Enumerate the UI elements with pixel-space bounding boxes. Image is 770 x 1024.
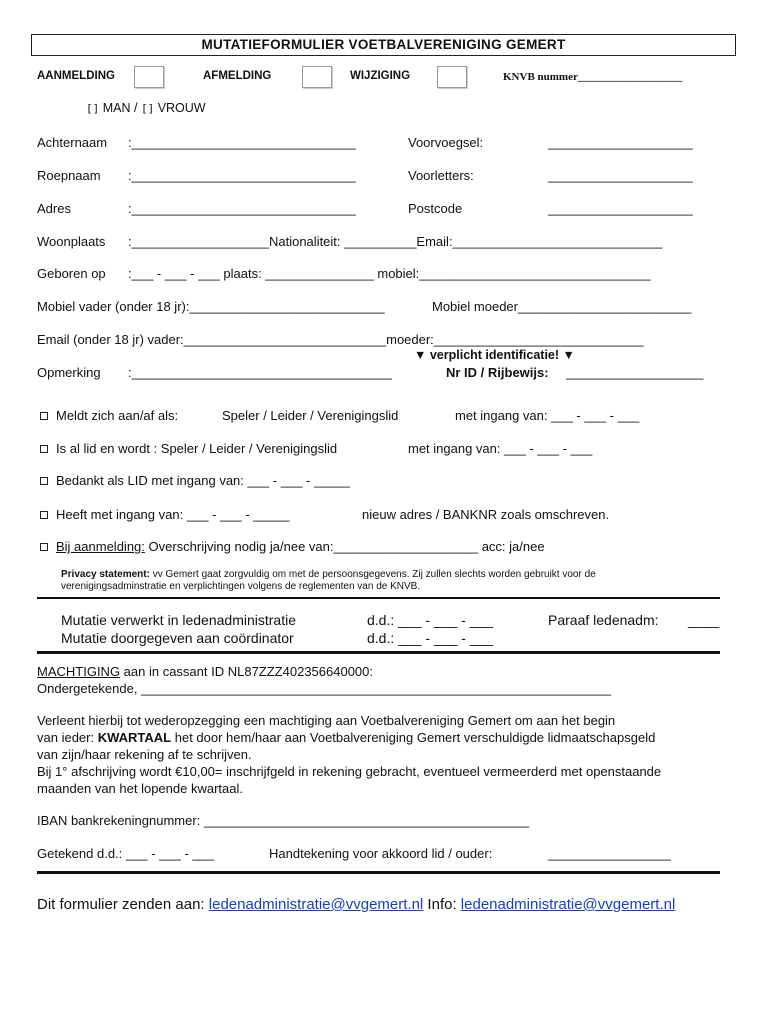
kwartaal-text: KWARTAAL <box>97 730 172 745</box>
machtiging-heading <box>37 664 373 679</box>
footer-send-to <box>37 896 675 913</box>
checkbox-square-icon[interactable] <box>40 412 48 420</box>
achternaam-label: Achternaam <box>37 135 108 150</box>
voorvoegsel-field[interactable]: ____________________ <box>548 135 693 150</box>
voorletters-field[interactable]: ____________________ <box>548 168 693 183</box>
mutatie-doorgegeven: Mutatie doorgegeven aan coördinator <box>61 630 294 646</box>
privacy-statement <box>61 569 596 580</box>
postcode-label: Postcode <box>408 201 463 216</box>
achternaam-field[interactable]: :_______________________________ <box>128 135 356 150</box>
adres-label: Adres <box>37 201 71 216</box>
ingang-field[interactable]: met ingang van: ___ - ___ - ___ <box>455 408 640 423</box>
label-man: MAN / <box>102 101 138 115</box>
doorgegeven-date-field[interactable]: d.d.: ___ - ___ - ___ <box>367 630 494 646</box>
privacy-text: vv Gemert gaat zorgvuldig om met de persoonsgegevens. Zij zullen slechts worden gebruikt voor de <box>149 569 596 580</box>
privacy-label: Privacy statement: <box>61 569 150 580</box>
check-row-aanmelden <box>40 408 178 423</box>
geboren-label: Geboren op <box>37 266 106 281</box>
ondergetekende-field[interactable]: Ondergetekende, _________________________________________________________________ <box>37 681 612 696</box>
email-ouders-field[interactable]: Email (onder 18 jr) vader:____________________________moeder:_____________________________ <box>37 332 644 347</box>
knvb-number-field[interactable]: KNVB nummer___________________ <box>503 71 683 83</box>
voorvoegsel-label: Voorvoegsel: <box>408 135 484 150</box>
man-checkbox[interactable]: [] <box>86 102 100 115</box>
form-title: MUTATIEFORMULIER VOETBALVERENIGING GEMERT <box>31 34 736 56</box>
divider <box>37 651 720 654</box>
machtiging-paragraph-5: maanden van het lopende kwartaal. <box>37 781 243 796</box>
divider <box>37 597 720 599</box>
roepnaam-label: Roepnaam <box>37 168 101 183</box>
check-row-nieuw-adres <box>40 507 289 522</box>
nieuw-adres-text: nieuw adres / BANKNR zoals omschreven. <box>362 507 610 522</box>
footer-info: Info: <box>423 896 461 913</box>
text: van ieder: <box>37 730 98 745</box>
verplicht-notice: ▼ verplicht identificatie! ▼ <box>414 348 575 362</box>
machtiging-label: MACHTIGING <box>37 664 121 679</box>
check-text: Overschrijving nodig ja/nee van:____________________ acc: ja/nee <box>144 539 545 554</box>
geboren-plaats-mobiel-field[interactable]: :___ - ___ - ___ plaats: _______________ mobiel:________________________________ <box>128 266 651 281</box>
checkbox-afmelding[interactable] <box>302 66 332 88</box>
label-aanmelding: AANMELDING <box>37 70 115 82</box>
ingang-field[interactable]: met ingang van: ___ - ___ - ___ <box>408 441 593 456</box>
check-text: Heeft met ingang van: ___ - ___ - _____ <box>56 507 290 522</box>
woonplaats-nationaliteit-email-field[interactable]: :___________________Nationaliteit: __________Email:_____________________________ <box>128 234 663 249</box>
footer-prefix: Dit formulier zenden aan: <box>37 896 209 913</box>
bij-aanmelding-label: Bij aanmelding: <box>56 539 145 554</box>
check-row-is-al-lid <box>40 441 337 456</box>
adres-field[interactable]: :_______________________________ <box>128 201 356 216</box>
postcode-field[interactable]: ____________________ <box>548 201 693 216</box>
opmerking-field[interactable]: :____________________________________ <box>128 365 392 380</box>
check-text: Bedankt als LID met ingang van: ___ - ___ - _____ <box>56 473 351 488</box>
label-afmelding: AFMELDING <box>203 70 272 82</box>
nr-id-label: Nr ID / Rijbewijs: <box>446 365 549 380</box>
paraaf-label: Paraaf ledenadm: <box>548 612 659 628</box>
checkbox-wijziging[interactable] <box>437 66 467 88</box>
label-wijziging: WIJZIGING <box>350 70 411 82</box>
check-row-bedankt <box>40 473 350 488</box>
verwerkt-date-field[interactable]: d.d.: ___ - ___ - ___ <box>367 612 494 628</box>
divider <box>37 871 720 874</box>
checkbox-square-icon[interactable] <box>40 445 48 453</box>
roepnaam-field[interactable]: :_______________________________ <box>128 168 356 183</box>
gender-row <box>86 101 206 115</box>
checkbox-square-icon[interactable] <box>40 477 48 485</box>
check-row-overschrijving <box>40 539 545 554</box>
mutatie-verwerkt: Mutatie verwerkt in ledenadministratie <box>61 612 296 628</box>
machtiging-paragraph-1: Verleent hierbij tot wederopzegging een machtiging aan Voetbalvereniging Gemert om aan het begin <box>37 713 616 728</box>
mobiel-moeder-field[interactable]: Mobiel moeder________________________ <box>432 299 692 314</box>
text: het door hem/haar aan Voetbalvereniging Gemert verschuldigde lidmaatschapsgeld <box>171 730 656 745</box>
email-link-ledenadministratie[interactable]: ledenadministratie@vvgemert.nl <box>208 896 424 913</box>
machtiging-text: aan in cassant ID NL87ZZZ402356640000: <box>120 664 374 679</box>
woonplaats-label: Woonplaats <box>37 234 106 249</box>
mobiel-vader-field[interactable]: Mobiel vader (onder 18 jr):___________________________ <box>37 299 385 314</box>
opmerking-label: Opmerking <box>37 365 101 380</box>
label-vrouw: VROUW <box>157 101 206 115</box>
check-text: Is al lid en wordt : Speler / Leider / Verenigingslid <box>56 441 338 456</box>
machtiging-paragraph-2 <box>37 730 655 745</box>
nr-id-field[interactable]: ___________________ <box>566 365 704 380</box>
iban-field[interactable]: IBAN bankrekeningnummer: _____________________________________________ <box>37 813 530 828</box>
checkbox-square-icon[interactable] <box>40 511 48 519</box>
checkbox-aanmelding[interactable] <box>134 66 164 88</box>
privacy-text-2: verenigingsadminstratie en verplichtingen volgens de reglementen van de KNVB. <box>61 581 421 592</box>
handtekening-label: Handtekening voor akkoord lid / ouder: <box>269 846 493 861</box>
paraaf-field[interactable]: ____ <box>688 612 720 628</box>
vrouw-checkbox[interactable]: [] <box>140 102 155 115</box>
handtekening-field[interactable]: _________________ <box>548 846 671 861</box>
machtiging-paragraph-3: van zijn/haar rekening af te schrijven. <box>37 747 252 762</box>
check-text: Meldt zich aan/af als: <box>56 408 179 423</box>
checkbox-square-icon[interactable] <box>40 543 48 551</box>
machtiging-paragraph-4: Bij 1° afschrijving wordt €10,00= inschrijfgeld in rekening gebracht, eventueel vermeerderd met openstaande <box>37 764 662 779</box>
role-options: Speler / Leider / Verenigingslid <box>222 408 399 423</box>
getekend-date-field[interactable]: Getekend d.d.: ___ - ___ - ___ <box>37 846 215 861</box>
voorletters-label: Voorletters: <box>408 168 474 183</box>
email-link-info[interactable]: ledenadministratie@vvgemert.nl <box>460 896 676 913</box>
